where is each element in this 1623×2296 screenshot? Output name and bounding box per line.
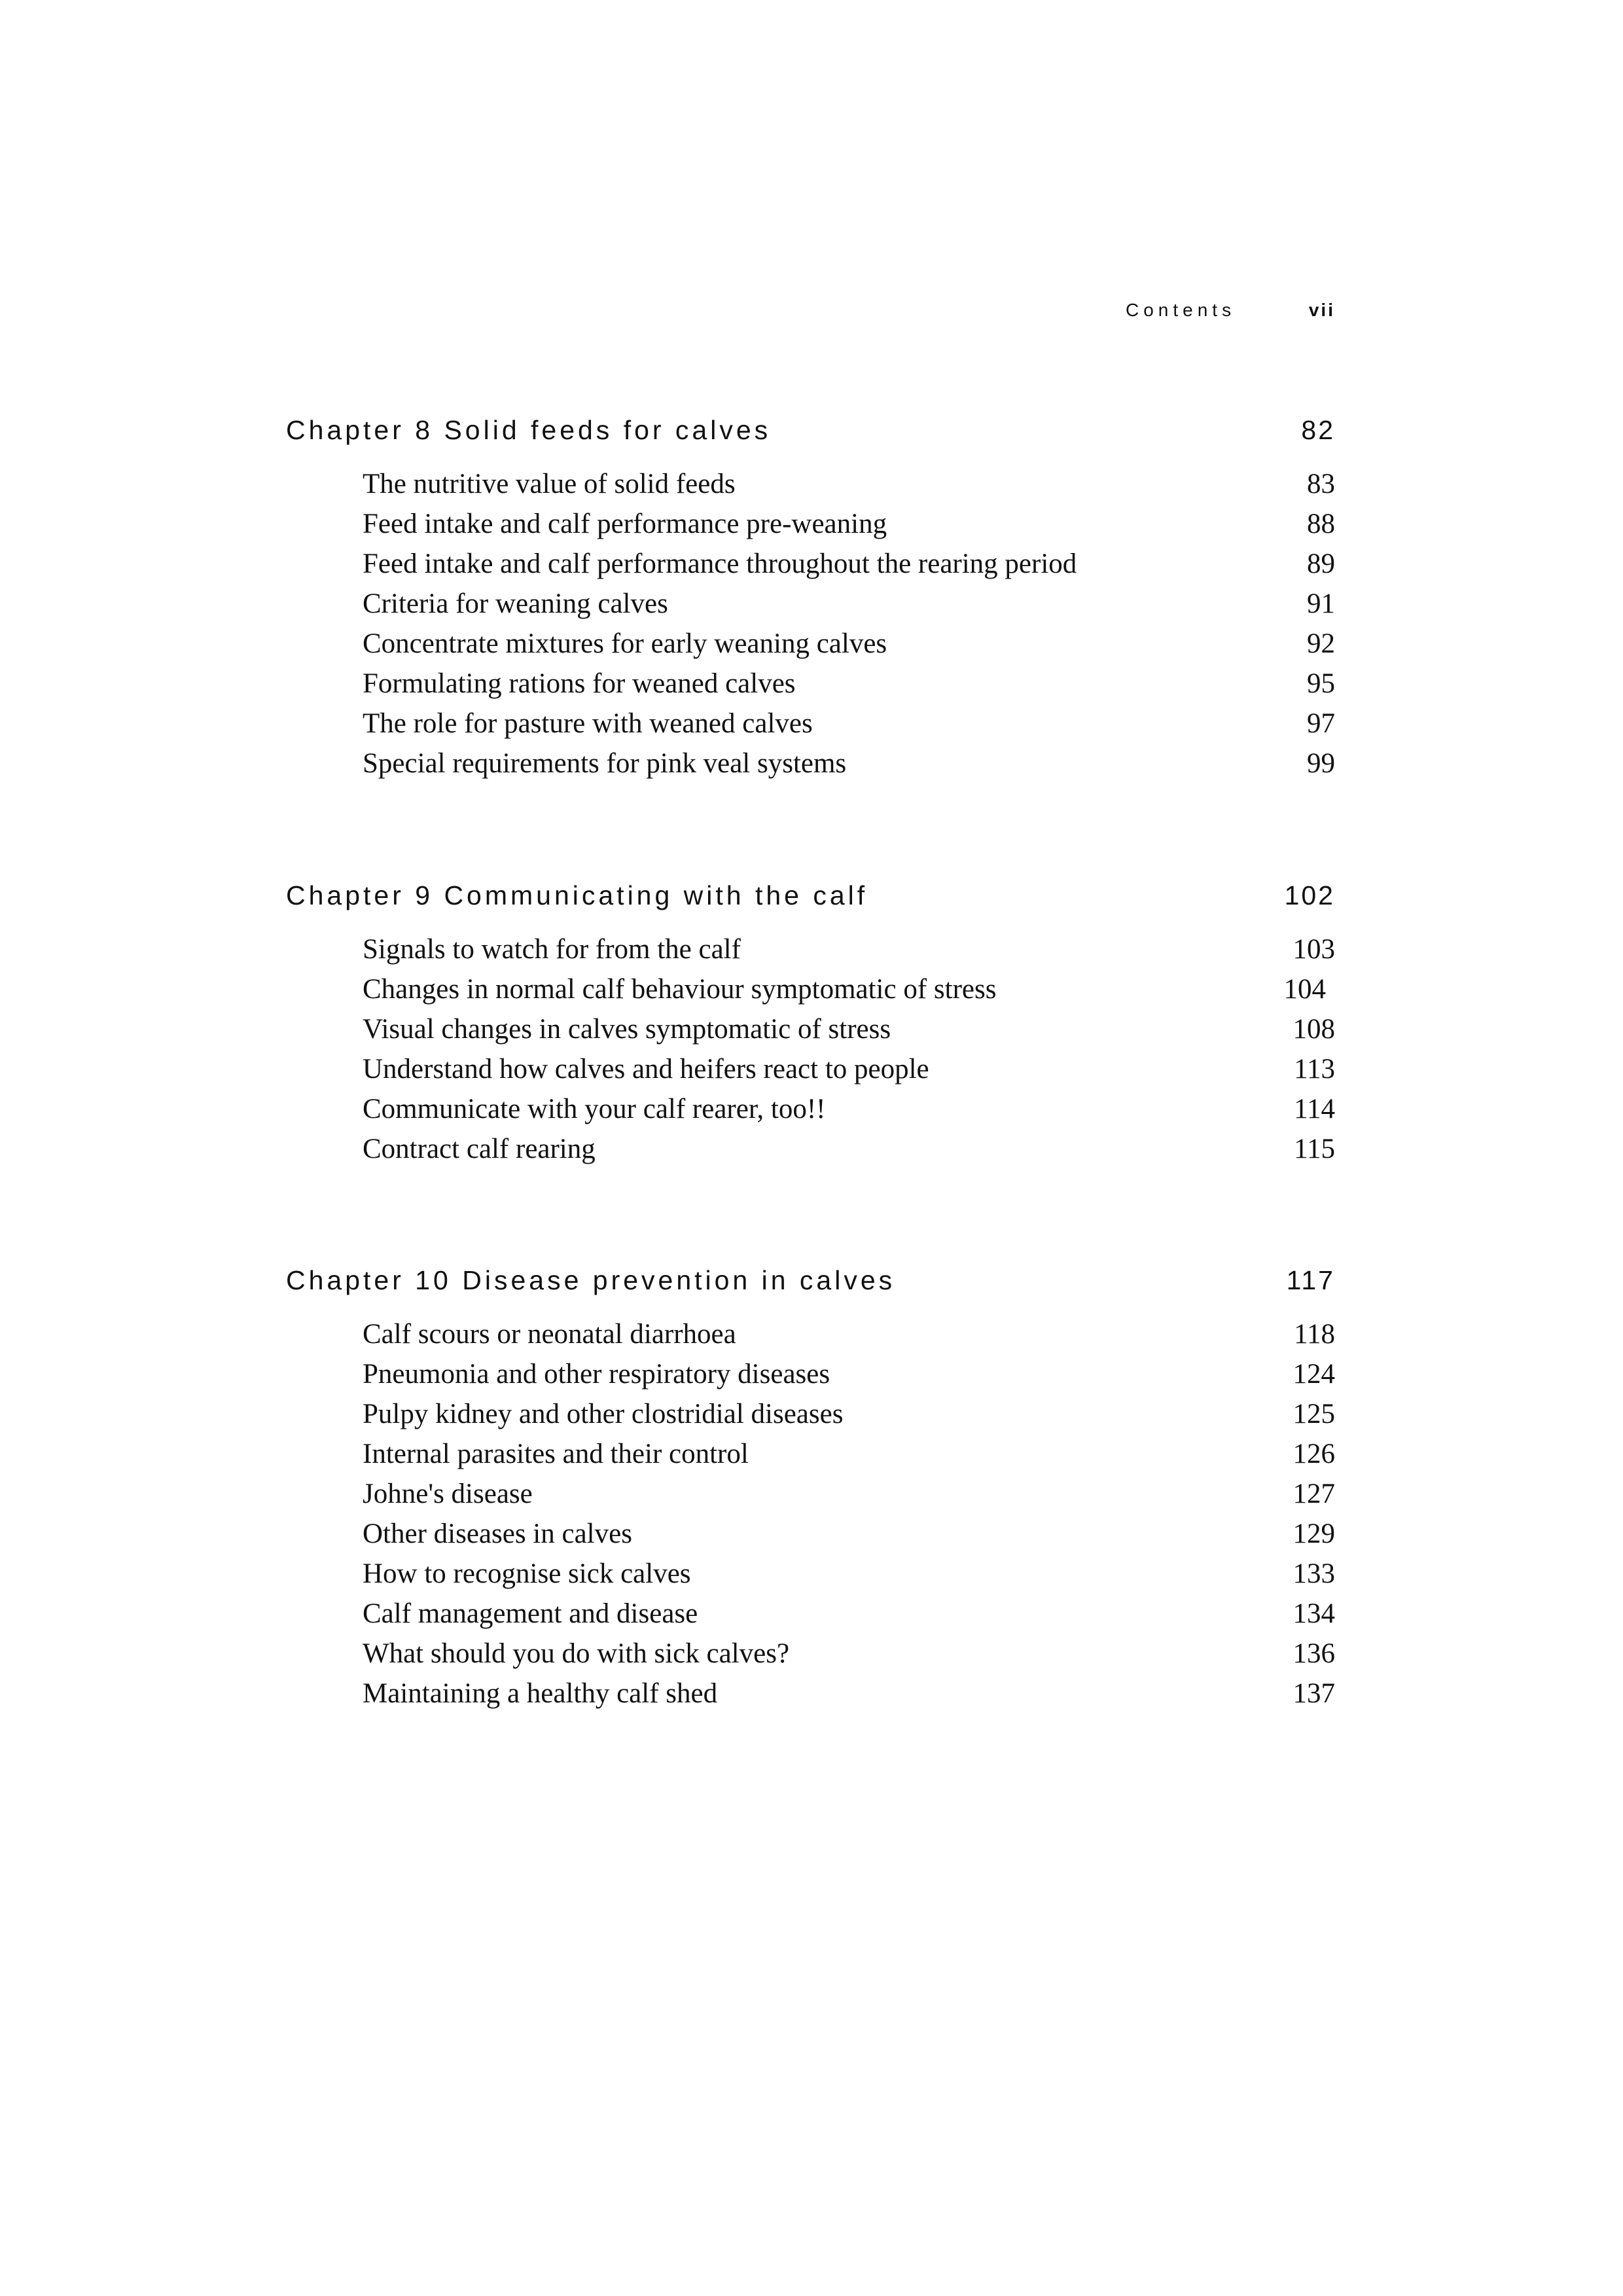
chapter-heading[interactable] [286, 874, 1335, 916]
toc-entry-list [286, 929, 1335, 1169]
toc-entry[interactable] [286, 1554, 1335, 1594]
toc-entry-title: What should you do with sick calves? [363, 1638, 790, 1669]
toc-entry[interactable] [286, 1354, 1335, 1394]
toc-entry-page: 113 [1294, 1054, 1335, 1085]
toc-entry-page: 124 [1293, 1359, 1335, 1390]
chapter-heading[interactable] [286, 1259, 1335, 1301]
chapter-title: Chapter 8 Solid feeds for calves [286, 415, 772, 445]
toc-entry-page: 88 [1307, 509, 1335, 539]
chapter-page-number: 82 [1301, 415, 1335, 445]
toc-entry[interactable] [286, 1129, 1335, 1169]
toc-entry-title: Formulating rations for weaned calves [363, 668, 796, 699]
toc-entry-list [286, 1314, 1335, 1713]
toc-entry-title: Visual changes in calves symptomatic of stress [363, 1014, 891, 1045]
toc-entry-title: How to recognise sick calves [363, 1558, 691, 1589]
chapter-title: Chapter 10 Disease prevention in calves [286, 1265, 896, 1295]
page-number: vii [1308, 300, 1335, 320]
toc-entry[interactable] [286, 464, 1335, 504]
toc-entry-page: 91 [1307, 588, 1335, 619]
toc-entry-title: Feed intake and calf performance throughout the rearing period [363, 548, 1077, 579]
chapter-page-number: 102 [1284, 880, 1335, 910]
toc-entry-title: Concentrate mixtures for early weaning calves [363, 628, 887, 659]
toc-entry-title: Signals to watch for from the calf [363, 934, 741, 965]
toc-entry[interactable] [286, 744, 1335, 783]
toc-entry-page: 92 [1307, 628, 1335, 659]
running-head-title: Contents [1126, 300, 1236, 320]
toc-entry-page: 127 [1293, 1479, 1335, 1509]
chapter-9-section [286, 874, 1335, 1169]
toc-entry-title: The nutritive value of solid feeds [363, 469, 736, 499]
chapter-10-section [286, 1259, 1335, 1713]
toc-entry[interactable] [286, 1394, 1335, 1434]
toc-entry-page: 95 [1307, 668, 1335, 699]
toc-entry[interactable] [286, 664, 1335, 704]
toc-entry-title: Other diseases in calves [363, 1518, 632, 1549]
toc-entry[interactable] [286, 1634, 1335, 1674]
toc-entry[interactable] [286, 704, 1335, 744]
toc-entry-page: 118 [1294, 1319, 1335, 1350]
running-head [1126, 300, 1335, 326]
toc-entry[interactable] [286, 504, 1335, 544]
toc-entry-title: Internal parasites and their control [363, 1439, 749, 1469]
toc-entry-page: 126 [1293, 1439, 1335, 1469]
toc-entry[interactable] [286, 544, 1335, 584]
chapter-title: Chapter 9 Communicating with the calf [286, 880, 868, 910]
toc-entry-title: Maintaining a healthy calf shed [363, 1678, 718, 1709]
toc-entry-page: 99 [1307, 748, 1335, 779]
toc-entry-title: Pulpy kidney and other clostridial diseases [363, 1399, 844, 1429]
toc-entry[interactable] [286, 1674, 1335, 1713]
toc-entry[interactable] [286, 969, 1335, 1009]
chapter-8-section [286, 409, 1335, 783]
toc-entry-title: The role for pasture with weaned calves [363, 708, 813, 739]
toc-entry-page: 137 [1293, 1678, 1335, 1709]
toc-entry-title: Changes in normal calf behaviour symptomatic of stress [363, 974, 997, 1005]
chapter-heading[interactable] [286, 409, 1335, 451]
toc-entry-page: 133 [1293, 1558, 1335, 1589]
toc-entry-title: Johne's disease [363, 1479, 533, 1509]
toc-entry-page: 89 [1307, 548, 1335, 579]
toc-entry-title: Special requirements for pink veal systems [363, 748, 847, 779]
toc-entry[interactable] [286, 1594, 1335, 1634]
toc-entry-page: 136 [1293, 1638, 1335, 1669]
toc-entry-page: 114 [1294, 1094, 1335, 1124]
toc-entry[interactable] [286, 1514, 1335, 1554]
toc-entry[interactable] [286, 1434, 1335, 1474]
toc-entry-page: 129 [1293, 1518, 1335, 1549]
toc-entry[interactable] [286, 584, 1335, 624]
toc-entry-title: Contract calf rearing [363, 1134, 596, 1164]
toc-entry-list [286, 464, 1335, 783]
toc-entry-title: Feed intake and calf performance pre-weaning [363, 509, 887, 539]
toc-entry-title: Understand how calves and heifers react to people [363, 1054, 929, 1085]
toc-entry[interactable] [286, 624, 1335, 664]
toc-entry-page: 103 [1293, 934, 1335, 965]
toc-entry-page: 125 [1293, 1399, 1335, 1429]
toc-entry-page: 115 [1294, 1134, 1335, 1164]
toc-entry-page: 104 [1283, 974, 1326, 1005]
toc-entry[interactable] [286, 1049, 1335, 1089]
chapter-page-number: 117 [1286, 1265, 1335, 1295]
toc-entry-page: 108 [1293, 1014, 1335, 1045]
toc-entry-title: Pneumonia and other respiratory diseases [363, 1359, 830, 1390]
toc-entry[interactable] [286, 1009, 1335, 1049]
toc-entry-title: Communicate with your calf rearer, too!! [363, 1094, 826, 1124]
toc-entry[interactable] [286, 1089, 1335, 1129]
toc-entry[interactable] [286, 1314, 1335, 1354]
toc-entry-title: Calf scours or neonatal diarrhoea [363, 1319, 736, 1350]
toc-entry-title: Criteria for weaning calves [363, 588, 668, 619]
toc-entry-page: 83 [1307, 469, 1335, 499]
toc-entry-title: Calf management and disease [363, 1598, 698, 1629]
toc-entry-page: 134 [1293, 1598, 1335, 1629]
toc-entry[interactable] [286, 929, 1335, 969]
toc-entry-page: 97 [1307, 708, 1335, 739]
toc-entry[interactable] [286, 1474, 1335, 1514]
